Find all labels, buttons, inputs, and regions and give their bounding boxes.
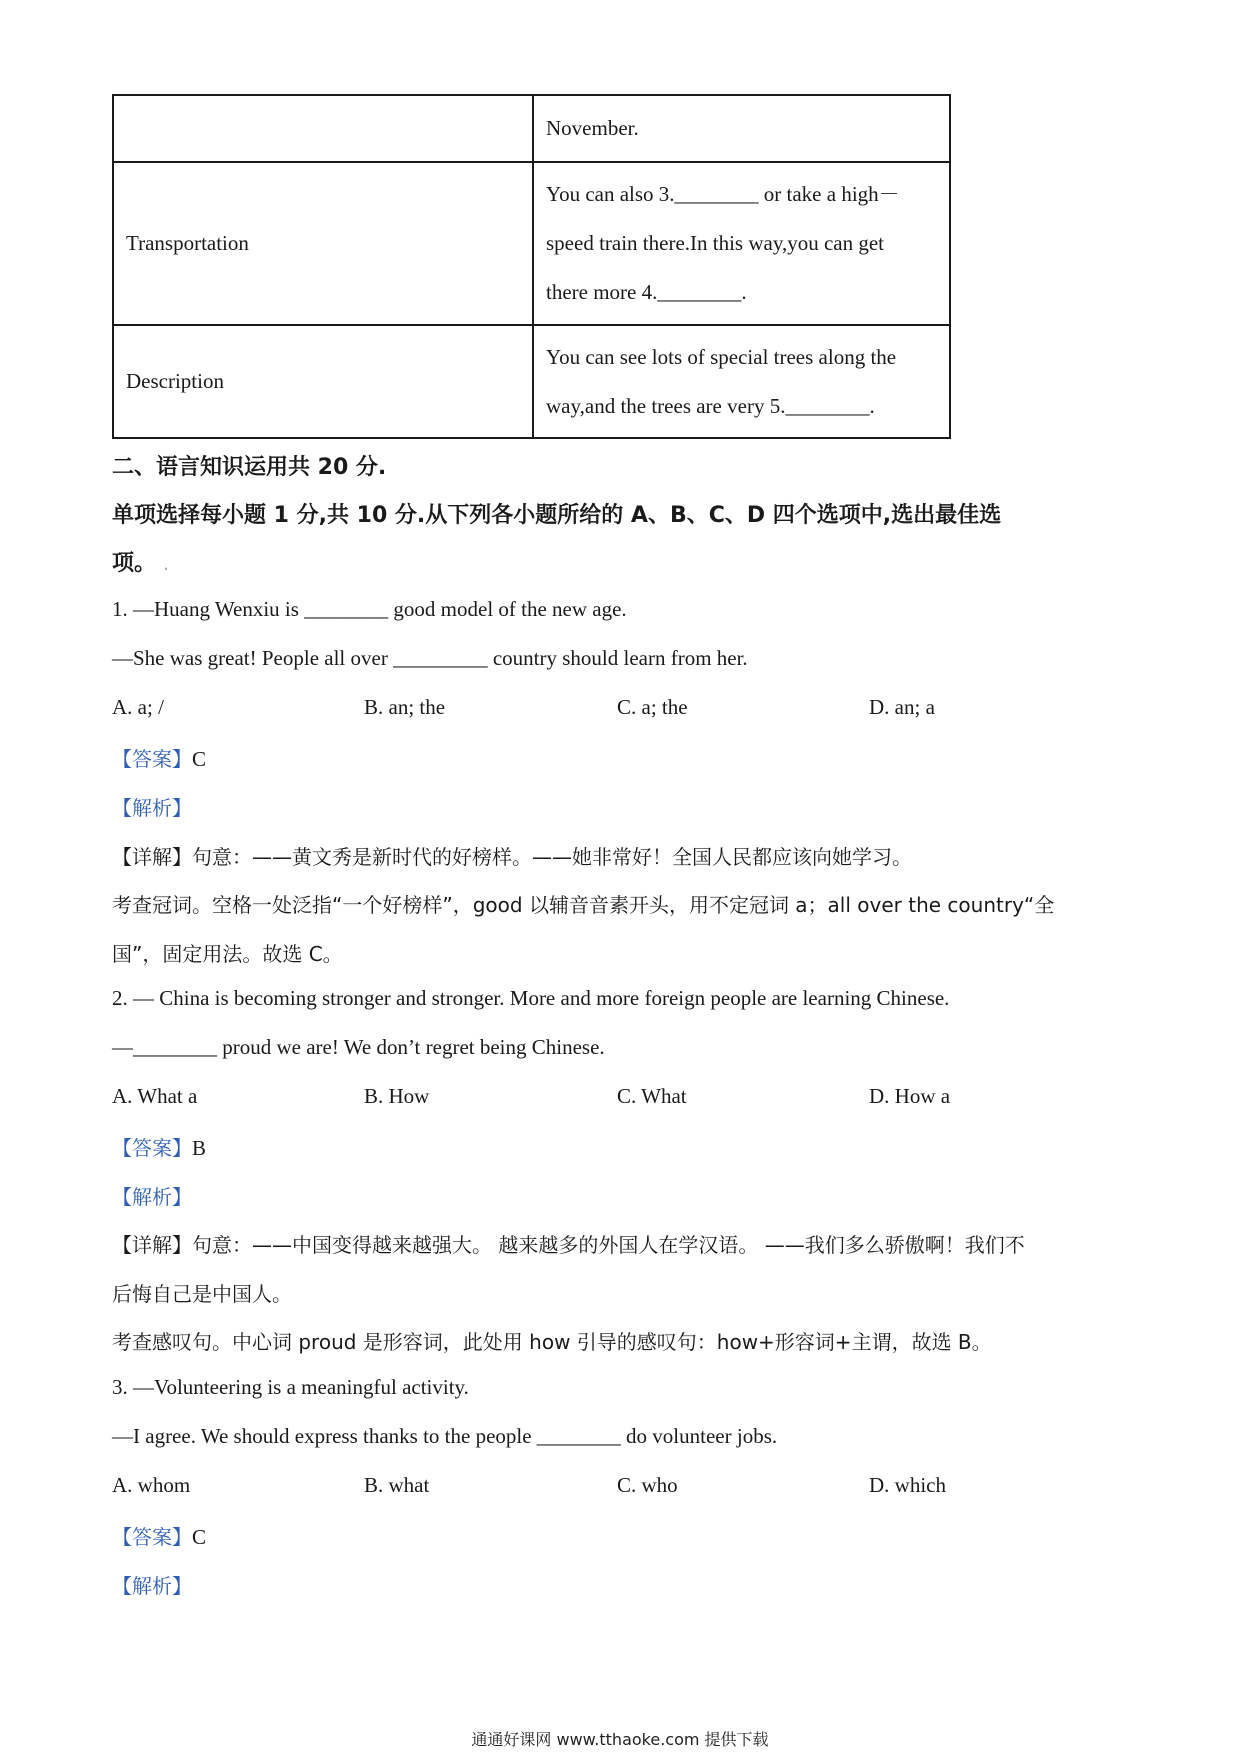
table-cell-line: You can see lots of special trees along the xyxy=(546,344,897,369)
answer-value: C xyxy=(192,1525,207,1549)
answer-tag: 【答案】 xyxy=(112,1136,192,1160)
question-1-line-2: —She was great! People all over _________ country should learn from her. xyxy=(112,646,748,670)
question-1-detail xyxy=(112,841,912,870)
table-row xyxy=(113,95,950,162)
detail-text: 句意：——黄文秀是新时代的好榜样。——她非常好！全国人民都应该向她学习。 xyxy=(192,845,912,869)
detail-text: 句意：——中国变得越来越强大。 越来越多的外国人在学汉语。 ——我们多么骄傲啊！我们不 xyxy=(192,1233,1025,1257)
info-table xyxy=(112,94,951,439)
section-heading: 二、语言知识运用共 20 分. xyxy=(112,455,387,480)
table-cell-line: way,and the trees are very 5.________. xyxy=(546,393,875,418)
answer-tag: 【答案】 xyxy=(112,1525,192,1549)
detail-tag: 【详解】 xyxy=(112,1233,192,1257)
answer-value: C xyxy=(192,747,207,771)
question-2-option-b: B. How xyxy=(364,1084,430,1108)
question-3-option-c: C. who xyxy=(617,1473,678,1497)
question-1-explain-2: 国”，固定用法。故选 C。 xyxy=(112,942,343,966)
question-3-option-b: B. what xyxy=(364,1473,430,1497)
answer-tag: 【答案】 xyxy=(112,747,192,771)
section-instruction-cont xyxy=(112,546,168,577)
question-3-line-1: 3. —Volunteering is a meaningful activity. xyxy=(112,1375,469,1399)
question-1-explain-1: 考查冠词。空格一处泛指“一个好榜样”，good 以辅音音素开头，用不定冠词 a；all over the country“全 xyxy=(112,893,1055,917)
instruction-text: 项。 xyxy=(112,551,157,576)
question-3-line-2: —I agree. We should express thanks to the people ________ do volunteer jobs. xyxy=(112,1424,778,1448)
question-3-option-a: A. whom xyxy=(112,1473,191,1497)
question-1-option-d: D. an; a xyxy=(869,695,935,719)
question-2-detail-2: 后悔自己是中国人。 xyxy=(112,1282,292,1306)
question-1-answer xyxy=(112,743,206,772)
question-3-analysis-tag: 【解析】 xyxy=(112,1574,192,1598)
question-2-option-a: A. What a xyxy=(112,1084,198,1108)
table-cell-line: there more 4.________. xyxy=(546,280,747,304)
table-label-cell: Description xyxy=(113,325,533,438)
question-2-option-d: D. How a xyxy=(869,1084,951,1108)
question-1-option-b: B. an; the xyxy=(364,695,446,719)
question-1-option-c: C. a; the xyxy=(617,695,688,719)
question-2-option-c: C. What xyxy=(617,1084,687,1108)
answer-value: B xyxy=(192,1136,207,1160)
page-footer: 通通好课网 www.tthaoke.com 提供下载 xyxy=(471,1730,769,1749)
table-cell-line: speed train there.In this way,you can get xyxy=(546,231,885,255)
question-1-option-a: A. a; / xyxy=(112,695,164,719)
table-cell-line: You can also 3.________ or take a high－ xyxy=(546,182,900,206)
table-row xyxy=(113,162,950,325)
question-2-line-1: 2. — China is becoming stronger and stronger. More and more foreign people are learning Chinese. xyxy=(112,986,950,1010)
question-2-detail-1 xyxy=(112,1229,1025,1258)
question-3-answer xyxy=(112,1521,206,1550)
question-2-explain: 考查感叹句。中心词 proud 是形容词，此处用 how 引导的感叹句：how+形容词+主谓，故选 B。 xyxy=(112,1330,992,1354)
table-content-cell xyxy=(533,325,950,438)
question-1-line-1: 1. —Huang Wenxiu is ________ good model of the new age. xyxy=(112,597,627,621)
table-label-cell xyxy=(113,95,533,162)
stray-mark: . xyxy=(163,559,169,573)
table-content-cell xyxy=(533,162,950,325)
question-2-line-2: —________ proud we are! We don’t regret being Chinese. xyxy=(112,1035,605,1059)
question-3-option-d: D. which xyxy=(869,1473,946,1497)
table-label-cell: Transportation xyxy=(113,162,533,325)
section-instruction: 单项选择每小题 1 分,共 10 分.从下列各小题所给的 A、B、C、D 四个选项中,选出最佳选 xyxy=(112,503,1002,528)
question-1-analysis-tag: 【解析】 xyxy=(112,796,192,820)
table-row xyxy=(113,325,950,438)
question-2-analysis-tag: 【解析】 xyxy=(112,1185,192,1209)
question-2-answer xyxy=(112,1132,206,1161)
detail-tag: 【详解】 xyxy=(112,845,192,869)
table-content-cell: November. xyxy=(533,95,950,162)
